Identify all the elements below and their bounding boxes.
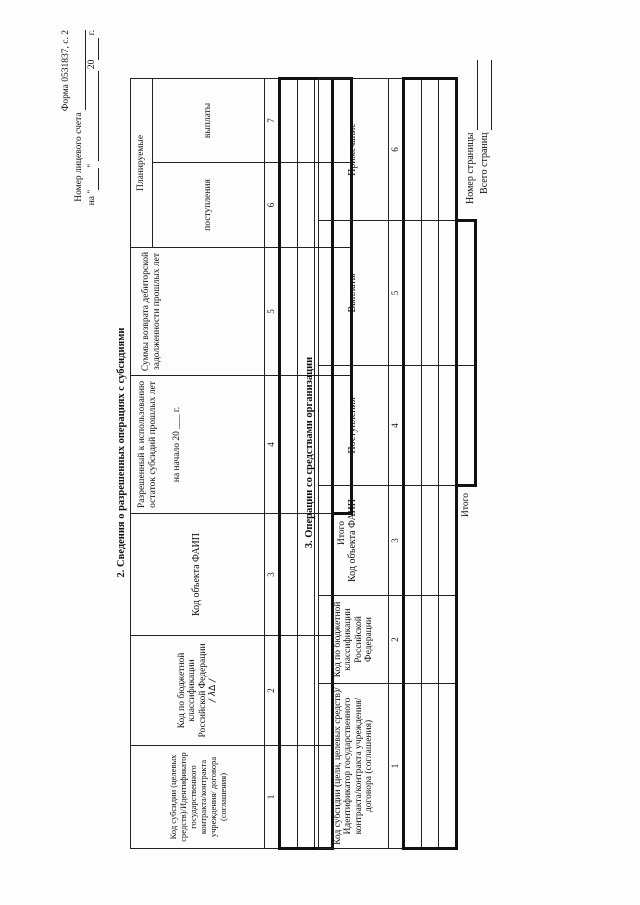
s3-cell <box>403 221 421 366</box>
s3-col2-header: Код по бюджетной классификации Российской Федерации <box>319 596 389 684</box>
s3-cell <box>403 79 421 221</box>
s2-cell <box>279 746 297 849</box>
s3-cell <box>421 79 438 221</box>
date-quote: " <box>87 163 97 168</box>
s3-num-2: 2 <box>389 596 404 684</box>
s2-col2-header <box>131 636 265 746</box>
total-pages-line <box>491 60 492 130</box>
s2-cell <box>279 636 297 746</box>
s2-num-5: 5 <box>265 248 280 376</box>
s2-col7-header: выплаты <box>153 78 265 162</box>
s2-num-2: 2 <box>265 636 280 746</box>
s3-num-5: 5 <box>389 221 404 366</box>
month-line <box>98 71 99 161</box>
s2-col4-label: Разрешенный к использованию остаток субсидий прошлых лет <box>137 380 158 509</box>
s2-cell <box>279 78 297 162</box>
page-footer <box>464 60 492 320</box>
section3-title: 3. Операции со средствами организации <box>304 356 315 549</box>
s3-cell <box>438 221 456 366</box>
date-prefix: на " <box>87 189 97 206</box>
s2-planned-header: Планируемые <box>131 78 153 247</box>
s2-cell <box>279 514 297 636</box>
s3-col5-header: Выплаты <box>319 221 389 366</box>
s3-number-row <box>389 79 404 849</box>
section3-table <box>318 77 477 850</box>
s2-cell <box>279 248 297 376</box>
form-header <box>60 30 99 290</box>
s2-col4-header <box>131 376 265 514</box>
s3-data-row <box>403 79 421 849</box>
s3-cell <box>421 684 438 849</box>
s2-num-4: 4 <box>265 376 280 514</box>
s2-col3-header: Код объекта ФАИП <box>131 514 265 636</box>
s3-total-cell <box>456 366 476 486</box>
s2-num-3: 3 <box>265 514 280 636</box>
s3-cell <box>438 596 456 684</box>
s2-num-6: 6 <box>265 163 280 248</box>
year-line <box>98 38 99 60</box>
s3-cell <box>438 486 456 596</box>
s2-itogo-label: Итого <box>337 521 348 546</box>
s3-data-row <box>421 79 438 849</box>
s3-num-4: 4 <box>389 366 404 486</box>
s3-col4-header: Поступления <box>319 366 389 486</box>
s3-blank-cell <box>456 596 476 684</box>
s3-itogo-label: Итого <box>461 493 472 518</box>
s3-cell <box>438 684 456 849</box>
s2-data-row <box>279 78 297 848</box>
s3-cell <box>421 596 438 684</box>
s3-cell <box>403 596 421 684</box>
s3-cell <box>403 486 421 596</box>
s2-handwritten-mark: / λ∆ / <box>208 678 218 703</box>
section2-title: 2. Сведения о разрешенных операциях с субсидиями <box>116 327 127 578</box>
s3-cell <box>403 684 421 849</box>
year-prefix: 20 <box>87 59 97 70</box>
date-row <box>86 30 99 290</box>
s2-num-7: 7 <box>265 78 280 162</box>
s2-col4-sub: на начало 20 ___ г. <box>172 406 182 483</box>
s3-blank-cell <box>456 684 476 849</box>
s3-col6-header: Примечание <box>319 79 389 221</box>
s2-col2-label: Код по бюджетной классификации Российской Федерации <box>176 643 208 738</box>
s3-cell <box>421 221 438 366</box>
s2-num-1: 1 <box>265 746 280 849</box>
s3-cell <box>403 366 421 486</box>
s3-cell <box>421 366 438 486</box>
s2-col5-header: Суммы возврата дебиторской задолженности прошлых лет <box>131 248 265 376</box>
s3-cell <box>438 79 456 221</box>
page-number-label: Номер страницы <box>465 132 476 204</box>
s3-cell <box>438 366 456 486</box>
s2-cell <box>279 376 297 514</box>
s3-num-1: 1 <box>389 684 404 849</box>
total-pages-label: Всего страниц <box>479 132 490 194</box>
s3-cell <box>421 486 438 596</box>
s3-data-row <box>438 79 456 849</box>
s3-col1-header: Код субсидии (цели, целевых средств)/Идентификатор государственного контракта/контракта учреждения/ договора (соглашения) <box>319 684 389 849</box>
s2-cell <box>279 163 297 248</box>
s2-col1-header: Код субсидии (целевых средств)/Идентификатор государственного контракта/контракта учреждения/ договора (соглашения) <box>131 746 265 849</box>
form-label: Форма 0531837, с. 2 <box>61 30 71 112</box>
s3-num-3: 3 <box>389 486 404 596</box>
account-label: Номер лицевого счета <box>74 112 84 202</box>
year-suffix: г. <box>87 30 97 36</box>
page-number-row <box>464 60 478 320</box>
s2-number-row <box>265 78 280 848</box>
s3-col3-header: Код объекта ФАИП <box>319 486 389 596</box>
day-line <box>98 168 99 190</box>
total-pages-row <box>478 60 492 320</box>
account-number-row <box>73 30 86 290</box>
s3-num-6: 6 <box>389 79 404 221</box>
s2-col6-header: поступления <box>153 163 265 248</box>
